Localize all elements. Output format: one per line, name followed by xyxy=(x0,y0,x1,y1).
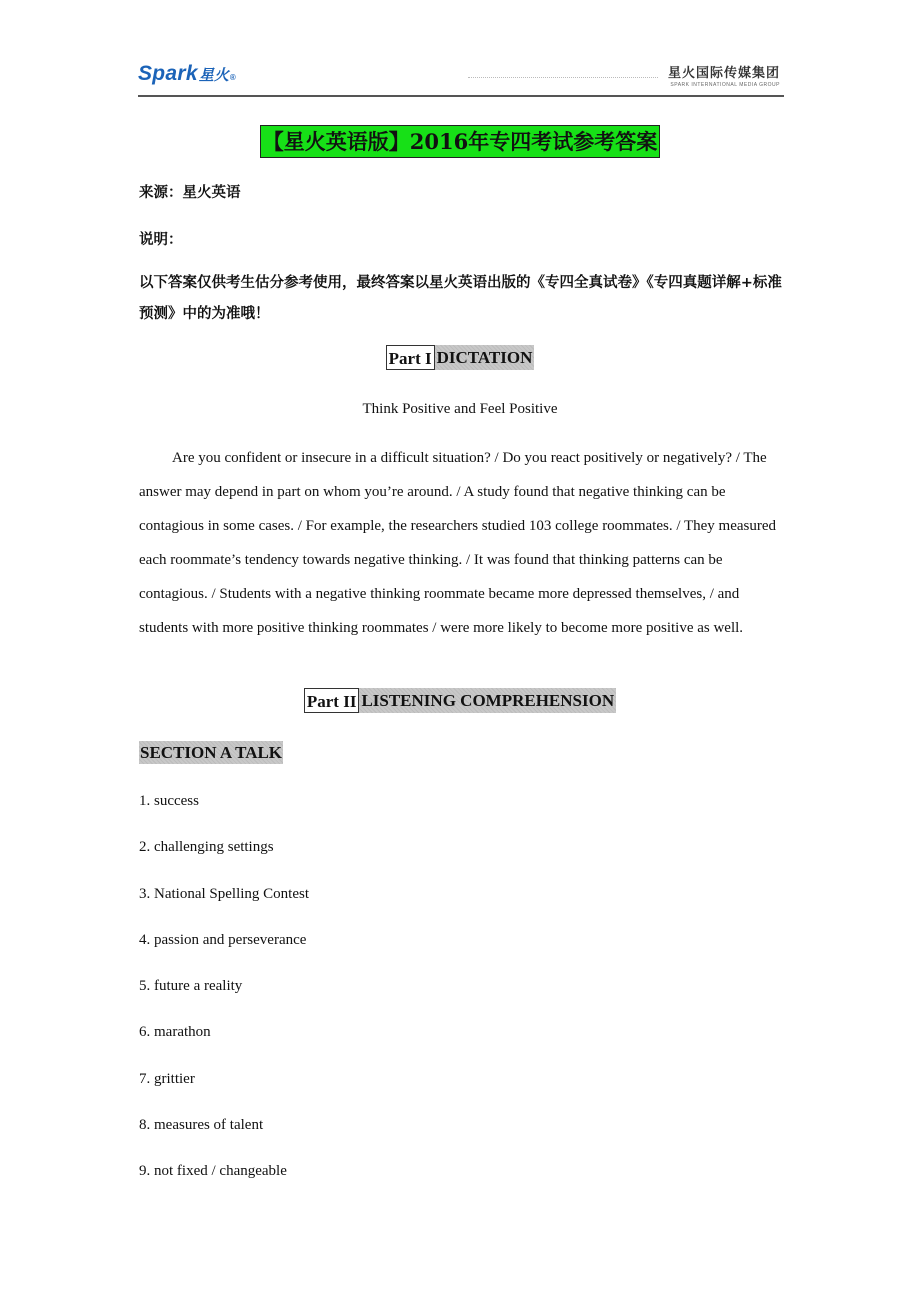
part1-label: Part I xyxy=(386,345,435,370)
spark-logo xyxy=(138,62,236,86)
title-row xyxy=(0,125,920,158)
part1-heading xyxy=(386,345,535,370)
part2-label: Part II xyxy=(304,688,360,713)
dictation-passage-text: Are you confident or insecure in a difficult situation? / Do you react positively or negatively? / The answer may depend in part on whom you’re around. / A study found that negative thinking can be contagious in some cases. / For example, the researchers studied 103 college roommates. / They measured each roommate’s tendency towards negative thinking. / It was found that thinking patterns can be contagious. / Students with a negative thinking roommate became more depressed themselves, / and students with more positive thinking roommates / were more likely to become more positive as well. xyxy=(139,450,777,636)
answer-item: 1. success xyxy=(139,793,199,809)
header-dotted-line xyxy=(468,77,658,78)
answer-list xyxy=(139,784,309,1201)
note-text: 以下答案仅供考生估分参考使用，最终答案以星火英语出版的《专四全真试卷》《专四真题详解+标准预测》中的为准哦！ xyxy=(139,275,782,322)
answer-item: 3. National Spelling Contest xyxy=(139,885,309,902)
group-name xyxy=(668,62,780,88)
page-header xyxy=(138,58,784,98)
part2-heading xyxy=(304,688,616,713)
source-line: 来源：星火英语 xyxy=(139,185,241,201)
dictation-passage xyxy=(139,441,785,645)
answer-item: 8. measures of talent xyxy=(139,1117,264,1134)
section-a-heading: SECTION A TALK xyxy=(140,743,283,762)
answer-item: 2. challenging settings xyxy=(139,839,274,856)
part2-heading-row xyxy=(0,688,920,713)
document-title: 【星火英语版】2016年专四考试参考答案 xyxy=(260,125,660,158)
note-label: 说明： xyxy=(139,232,183,248)
group-name-cn: 星火国际传媒集团 xyxy=(667,65,780,80)
answer-item: 4. passion and perseverance xyxy=(139,931,307,948)
answer-item: 6. marathon xyxy=(139,1024,211,1041)
part1-title: DICTATION xyxy=(435,345,535,370)
answer-item: 5. future a reality xyxy=(139,978,243,995)
registered-mark: ® xyxy=(229,73,236,82)
dictation-subtitle: Think Positive and Feel Positive xyxy=(362,401,558,417)
part1-heading-row xyxy=(0,345,920,370)
logo-text: Spark xyxy=(138,62,198,85)
header-rule xyxy=(138,95,784,97)
answer-item: 7. grittier xyxy=(139,1070,195,1087)
answer-item: 9. not fixed / changeable xyxy=(139,1163,287,1180)
part2-title: LISTENING COMPREHENSION xyxy=(359,688,616,713)
logo-cn-text: 星火 xyxy=(198,67,229,84)
group-name-en: SPARK INTERNATIONAL MEDIA GROUP xyxy=(670,82,780,88)
